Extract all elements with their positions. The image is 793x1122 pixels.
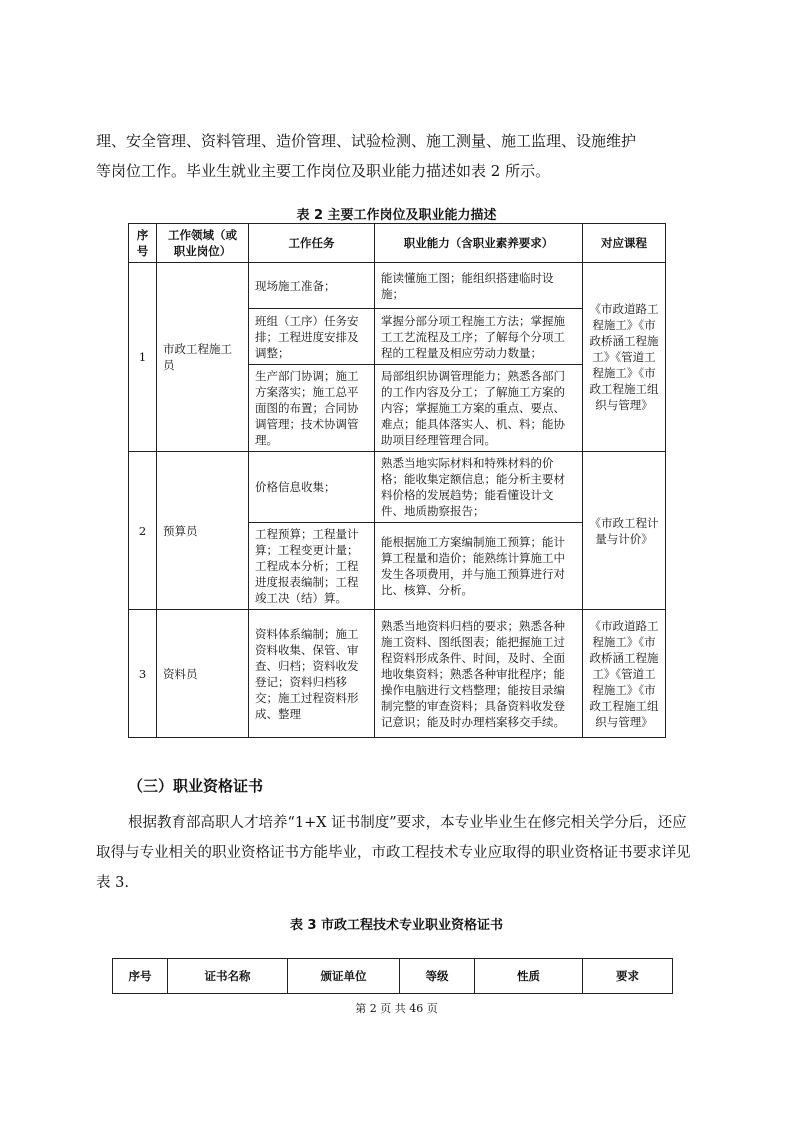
table-row xyxy=(129,263,666,309)
header-ability: 职业能力（含职业素养要求） xyxy=(375,224,583,263)
table2-caption: 表 2 主要工作岗位及职业能力描述 xyxy=(296,208,497,223)
row-task: 班组（工序）任务安排；工程进度安排及调整； xyxy=(249,309,375,365)
t3-header-cert-name: 证书名称 xyxy=(168,959,288,994)
table-row xyxy=(129,610,666,738)
t3-header-nature: 性质 xyxy=(475,959,583,994)
t3-header-requirement: 要求 xyxy=(583,959,673,994)
row-index: 1 xyxy=(129,263,157,452)
table3-header-row xyxy=(113,959,673,994)
row-task: 工程预算；工程量计算；工程变更计量；工程成本分析；工程进度报表编制；工程竣工决（结）算。 xyxy=(249,523,375,610)
header-index: 序号 xyxy=(129,224,157,263)
row-ability: 熟悉当地实际材料和特殊材料的价格；能收集定额信息；能分析主要材料价格的发展趋势；能看懂设计文件、地质勘察报告； xyxy=(375,452,583,523)
row-field: 市政工程施工员 xyxy=(157,263,249,452)
intro-paragraph xyxy=(96,126,696,186)
row-field: 预算员 xyxy=(157,452,249,610)
header-field: 工作领域（或职业岗位） xyxy=(157,224,249,263)
row-task: 现场施工准备； xyxy=(249,263,375,309)
header-task: 工作任务 xyxy=(249,224,375,263)
section-title: （三）职业资格证书 xyxy=(128,777,264,795)
t3-header-level: 等级 xyxy=(400,959,475,994)
row-ability: 熟悉当地资料归档的要求；熟悉各种施工资料、图纸图表；能把握施工过程资料形成条件、时间，及时、全面地收集资料；熟悉各种审批程序；能操作电脑进行文档整理；能按目录编制完整的审查资料；具备资料收发登记意识；能及时办理档案移交手续。 xyxy=(375,610,583,738)
row-course: 《市政道路工程施工》《市政桥涵工程施工》《管道工程施工》《市政工程施工组织与管理》 xyxy=(583,263,666,452)
table3 xyxy=(112,958,673,994)
row-course: 《市政道路工程施工》《市政桥涵工程施工》《管道工程施工》《市政工程施工组织与管理》 xyxy=(583,610,666,738)
row-task: 资料体系编制；施工资料收集、保管、审查、归档；资料收发登记；资料归档移交；施工过程资料形成、整理 xyxy=(249,610,375,738)
table3-caption: 表 3 市政工程技术专业职业资格证书 xyxy=(289,918,504,933)
row-index: 2 xyxy=(129,452,157,610)
table-row xyxy=(129,452,666,523)
header-course: 对应课程 xyxy=(583,224,666,263)
table2 xyxy=(128,223,666,738)
page-footer: 第 2 页 共 46 页 xyxy=(355,1002,438,1015)
row-task: 生产部门协调；施工方案落实；施工总平面图的布置；合同协调管理；技术协调管理。 xyxy=(249,365,375,452)
row-index: 3 xyxy=(129,610,157,738)
row-ability: 掌握分部分项工程施工方法；掌握施工工艺流程及工序；了解每个分项工程的工程量及相应劳动力数量； xyxy=(375,309,583,365)
t3-header-index: 序号 xyxy=(113,959,168,994)
section-paragraph: 根据教育部高职人才培养“1+X 证书制度”要求，本专业毕业生在修完相关学分后，还应取得与专业相关的职业资格证书方能毕业，市政工程技术专业应取得的职业资格证书要求详见表 3. xyxy=(96,815,691,891)
row-ability: 能读懂施工图；能组织搭建临时设施； xyxy=(375,263,583,309)
row-field: 资料员 xyxy=(157,610,249,738)
row-ability: 能根据施工方案编制施工预算；能计算工程量和造价；能熟练计算施工中发生各项费用，并与施工预算进行对比、核算、分析。 xyxy=(375,523,583,610)
intro-line-1: 理、安全管理、资料管理、造价管理、试验检测、施工测量、施工监理、设施维护 xyxy=(96,132,637,150)
table2-header-row xyxy=(129,224,666,263)
row-course: 《市政工程计量与计价》 xyxy=(583,452,666,610)
row-ability: 局部组织协调管理能力；熟悉各部门的工作内容及分工；了解施工方案的内容；掌握施工方案的重点、要点、难点；能具体落实人、机、料；能协助项目经理管理合同。 xyxy=(375,365,583,452)
row-task: 价格信息收集； xyxy=(249,452,375,523)
intro-line-2: 等岗位工作。毕业生就业主要工作岗位及职业能力描述如表 2 所示。 xyxy=(96,162,551,180)
t3-header-issuer: 颁证单位 xyxy=(288,959,400,994)
